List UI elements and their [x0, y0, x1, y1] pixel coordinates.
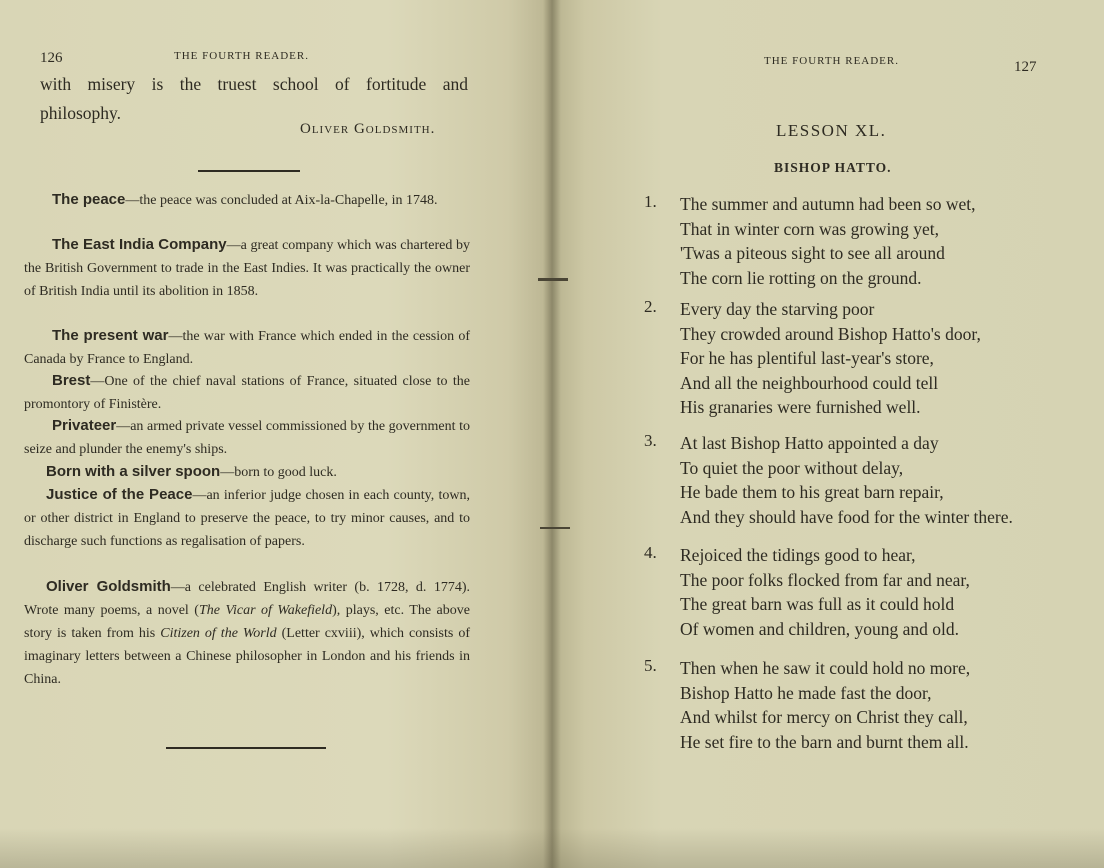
right-page — [552, 0, 1104, 868]
note-italic-title: Citizen of the World — [160, 626, 277, 641]
note-text: (Letter cxviii), which consists of imaginary letters between a Chinese philosopher in London and his friends in China. — [24, 626, 470, 687]
stanza-1 — [644, 192, 1090, 290]
verse-line: To quiet the poor without delay, — [680, 457, 904, 478]
note-justice-of-peace — [24, 483, 470, 553]
note-the-peace — [24, 188, 470, 212]
note-text: ), plays, etc. The above story is taken from his — [24, 603, 470, 641]
note-east-india-company — [24, 233, 470, 303]
stanza-number: 1. — [644, 192, 657, 211]
note-term: Brest — [52, 372, 91, 389]
verse-line: The poor folks flocked from far and near, — [680, 569, 970, 590]
verse-line: They crowded around Bishop Hatto's door, — [680, 323, 981, 344]
note-text: —an armed private vessel commissioned by the government to seize and plunder the enemy's ships. — [24, 419, 470, 457]
verse-line: The great barn was full as it could hold — [680, 594, 955, 614]
verse-line: And they should have food for the winter there. — [680, 506, 1013, 527]
note-term: The peace — [52, 191, 126, 208]
stanza-4 — [644, 543, 1090, 641]
note-text: —born to good luck. — [220, 465, 337, 480]
verse-line: That in winter corn was growing yet, — [680, 218, 940, 239]
note-italic-title: The Vicar of Wakefield — [198, 603, 333, 618]
verse-line: He bade them to his great barn repair, — [680, 482, 944, 502]
verse-line: Every day the starving poor — [680, 299, 875, 319]
stanza-3 — [644, 431, 1090, 529]
stanza-number: 3. — [644, 431, 657, 450]
verse-line: The summer and autumn had been so wet, — [680, 194, 976, 214]
note-term: Born with a silver spoon — [46, 463, 221, 480]
intro-text — [40, 70, 468, 128]
right-page-number: 127 — [1014, 59, 1037, 75]
book-gutter — [543, 0, 561, 868]
note-text: —a great company which was chartered by the British Government to trade in the East Indies. It was practically the owner of British India until its abolition in 1858. — [24, 238, 470, 299]
intro-line: philosophy. — [40, 103, 122, 123]
stanza-number: 2. — [644, 297, 657, 316]
stanza-number: 4. — [644, 543, 657, 562]
verse-line: Then when he saw it could hold no more, — [680, 658, 971, 678]
note-silver-spoon — [24, 460, 470, 484]
verse-line: And whilst for mercy on Christ they call, — [680, 707, 968, 727]
note-text: —One of the chief naval stations of France, situated close to the promontory of Finistère. — [24, 374, 470, 412]
note-oliver-goldsmith — [24, 575, 470, 691]
note-term: The East India Company — [52, 236, 227, 253]
stanza-2 — [644, 297, 1090, 420]
binding-thread-mark — [538, 278, 568, 281]
note-present-war — [24, 324, 470, 371]
verse-line: The corn lie rotting on the ground. — [680, 267, 922, 288]
verse-line: And all the neighbourhood could tell — [680, 372, 939, 393]
stanza-5 — [644, 656, 1090, 754]
note-term: The present war — [52, 327, 169, 344]
verse-line: Bishop Hatto he made fast the door, — [680, 682, 932, 703]
right-running-head: THE FOURTH READER. — [764, 55, 899, 67]
note-text: —a celebrated English writer (b. 1728, d. 1774). Wrote many poems, a novel ( — [24, 580, 470, 618]
verse-line: 'Twas a piteous sight to see all around — [680, 243, 945, 263]
note-text: —an inferior judge chosen in each county, town, or other district in England to preserve the peace, to try minor causes, and to discharge such functions as regalisation of papers. — [24, 488, 470, 549]
verse-line: His granaries were furnished well. — [680, 397, 921, 417]
note-brest — [24, 369, 470, 416]
stanza-number: 5. — [644, 656, 657, 675]
note-text: —the peace was concluded at Aix-la-Chapelle, in 1748. — [125, 193, 438, 208]
divider-rule — [166, 747, 326, 749]
intro-line: with misery is the truest school of fortitude and — [40, 74, 468, 94]
verse-line: Rejoiced the tidings good to hear, — [680, 545, 916, 565]
note-text: —the war with France which ended in the cession of Canada by France to England. — [24, 329, 470, 367]
verse-line: Of women and children, young and old. — [680, 618, 959, 639]
verse-line: At last Bishop Hatto appointed a day — [680, 433, 939, 453]
note-term: Oliver Goldsmith — [46, 578, 171, 595]
lesson-subtitle: BISHOP HATTO. — [774, 160, 892, 175]
author-signature: Oliver Goldsmith. — [300, 121, 436, 137]
note-term: Justice of the Peace — [46, 486, 193, 503]
verse-line: He set fire to the barn and burnt them all. — [680, 731, 969, 752]
left-running-head: THE FOURTH READER. — [174, 50, 309, 62]
note-privateer — [24, 414, 470, 461]
page-bottom-shadow — [0, 828, 1104, 868]
binding-thread-mark — [540, 527, 570, 529]
note-term: Privateer — [52, 417, 117, 434]
divider-rule — [198, 170, 300, 172]
verse-line: For he has plentiful last-year's store, — [680, 348, 934, 368]
lesson-title: LESSON XL. — [776, 121, 887, 140]
left-page-number: 126 — [40, 50, 63, 66]
